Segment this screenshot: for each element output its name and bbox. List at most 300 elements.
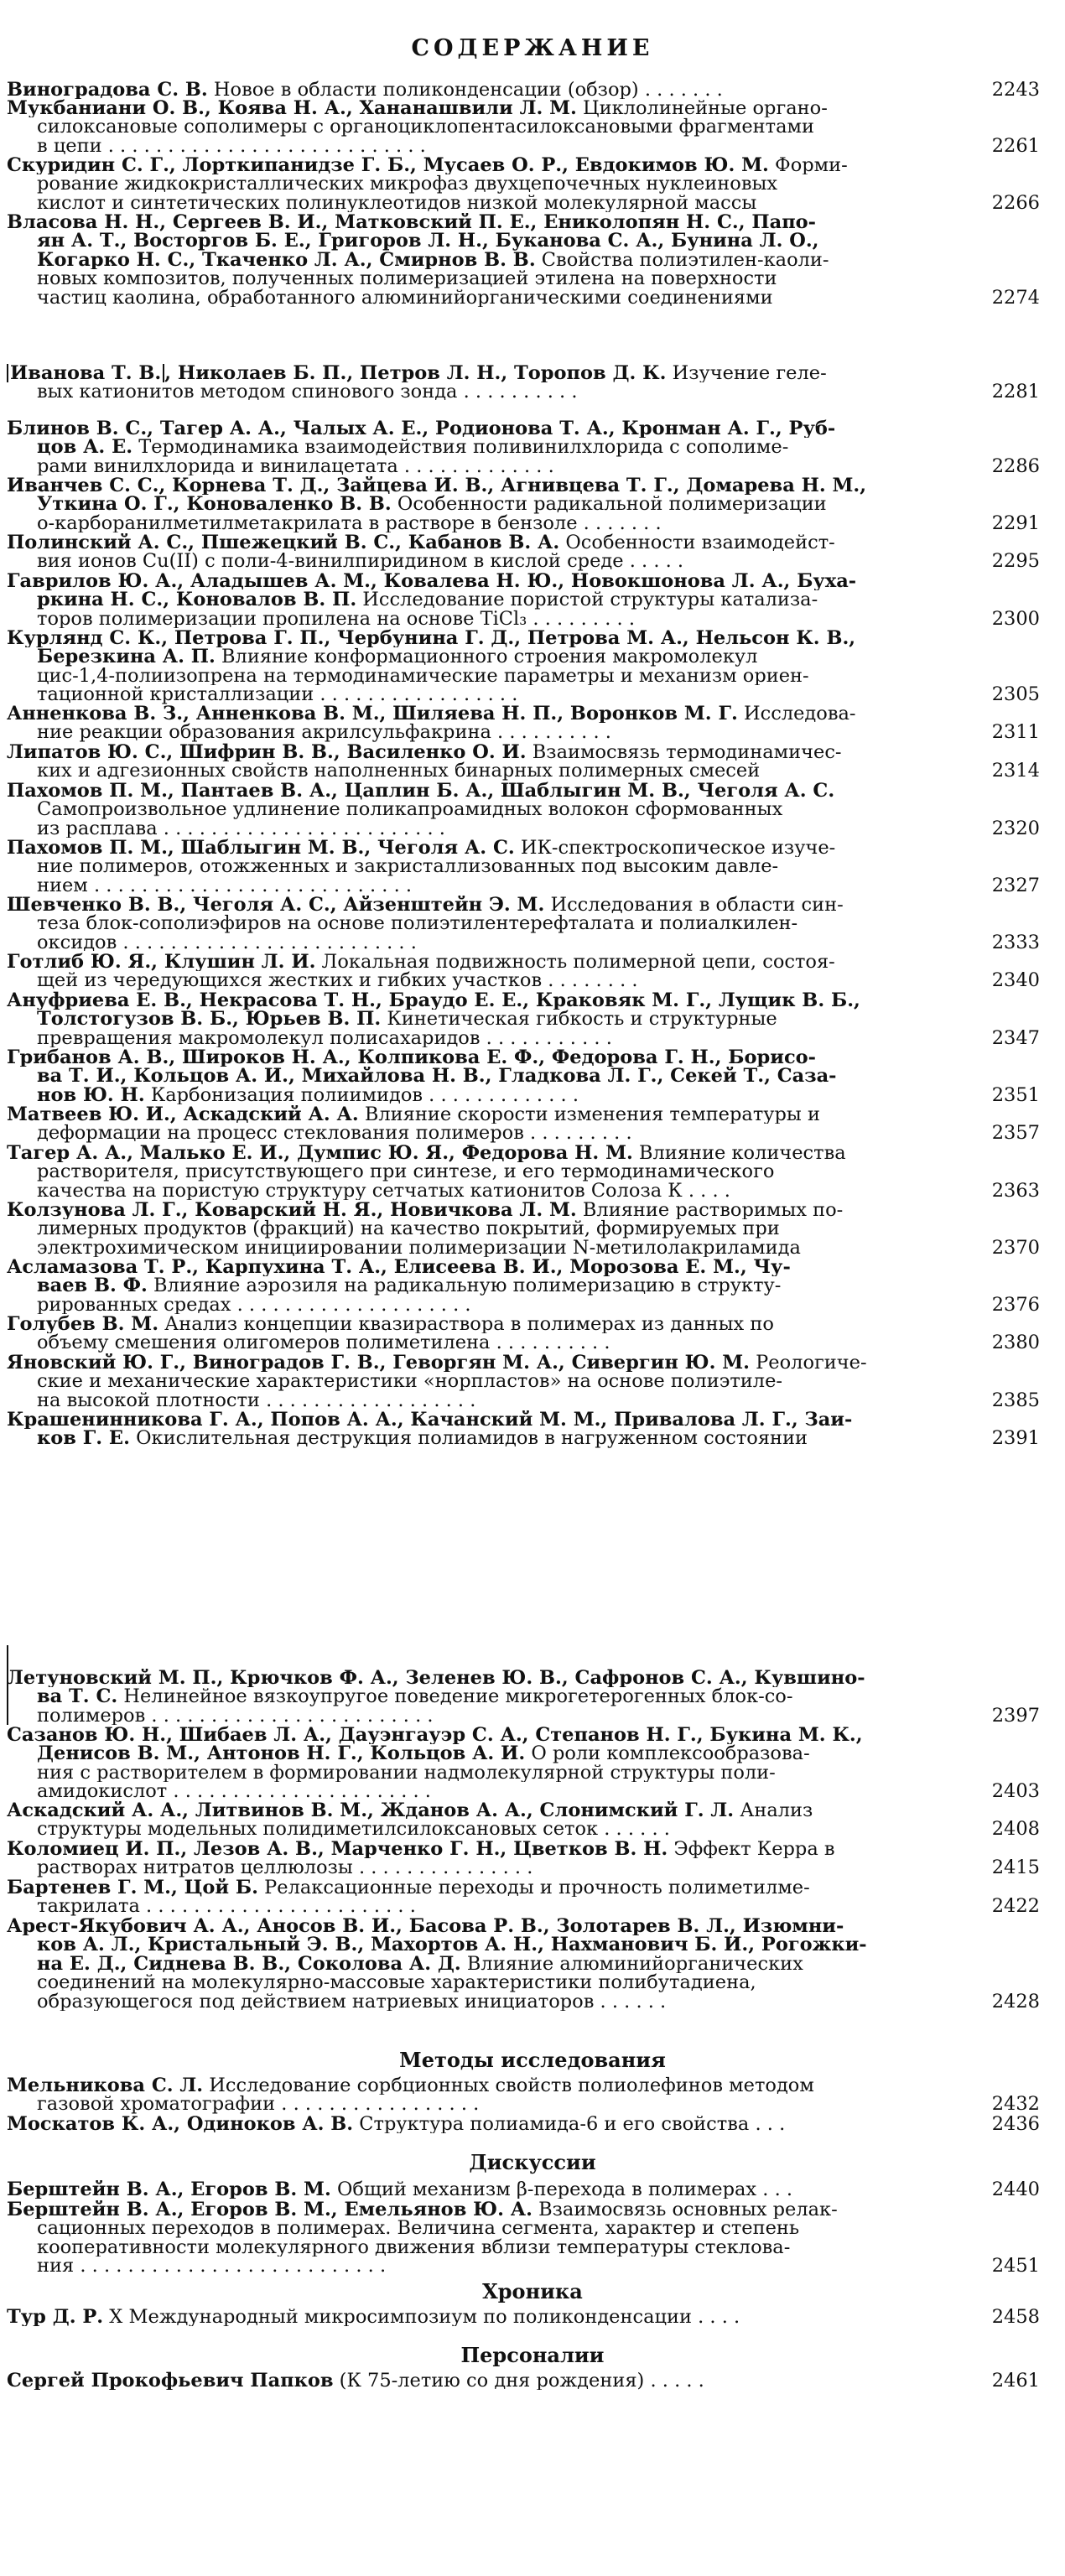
entry-title-text: тационной кристаллизации . . . . . . . . . . . . . . . . . <box>37 685 518 704</box>
contents-entry <box>7 953 1040 992</box>
entry-title-text: Взаимосвязь термодинамичес- <box>526 743 842 762</box>
entry-authors: Тур Д. Р. <box>7 2308 104 2327</box>
entry-title-text: (К 75-летию со дня рождения) . . . . . <box>333 2371 704 2391</box>
entry-line <box>7 476 958 495</box>
entry-authors: Березкина А. П. <box>37 647 216 667</box>
entry-authors: Тагер А. А., Малько Е. И., Думпис Ю. Я., Федорова Н. М. <box>7 1144 633 1163</box>
entry-title-text: торов полимеризации пропилена на основе TiCl₃ . . . . . . . . . <box>37 609 635 629</box>
entry-line <box>7 1067 958 1085</box>
entry-line <box>7 800 958 818</box>
entry-authors: Бартенев Г. М., Цой Б. <box>7 1878 258 1898</box>
entry-authors: Летуновский М. П., Крючков Ф. А., Зеленев Ю. В., Сафронов С. А., Кувшино- <box>7 1669 865 1688</box>
entry-title-text: Исследование пористой структуры катализа- <box>356 590 818 610</box>
entry-line <box>7 590 958 609</box>
entry-line <box>7 174 958 193</box>
entry-line <box>7 1353 958 1372</box>
entry-authors: Уткина О. Г., Коноваленко В. В. <box>37 495 392 514</box>
entry-authors: ян А. Т., Восторгов Б. Е., Григоров Л. Н., Буканова С. А., Бунина Л. О., <box>37 231 819 251</box>
entry-line <box>7 382 958 401</box>
entry-title-text: Изучение геле- <box>666 364 827 383</box>
entry-title-text: Локальная подвижность полимерной цепи, состоя- <box>315 953 835 972</box>
entry-title-text: кооперативности молекулярного движения вблизи температуры стеклова- <box>37 2237 791 2257</box>
entry-title-text: Влияние количества <box>632 1144 846 1163</box>
entry-line <box>7 1820 958 1838</box>
entry-page-number: 2458 <box>991 2306 1040 2328</box>
entry-title-text: вых катионитов методом спинового зонда . . . . . . . . . . <box>37 382 578 402</box>
entry-authors: Власова Н. Н., Сергеев В. И., Матковский П. Е., Ениколопян Н. С., Папо- <box>7 213 817 232</box>
entry-line <box>7 1744 958 1763</box>
entry-title-text: растворителя, присутствующего при синтезе, и его термодинамического <box>37 1162 775 1182</box>
entry-page-number: 2347 <box>991 1026 1040 1049</box>
entry-authors: Крашенинникова Г. А., Попов А. А., Качанский М. М., Привалова Л. Г., Заи- <box>7 1410 853 1430</box>
entry-line <box>7 457 958 475</box>
entry-title-text: амидокислот . . . . . . . . . . . . . . . . . . . . . . <box>37 1782 431 1801</box>
entry-page-number: 2295 <box>991 550 1040 573</box>
entry-authors: Голубев В. М. <box>7 1315 159 1334</box>
entry-line <box>7 533 958 552</box>
entry-title-text: Самопроизвольное удлинение поликапроамидных волокон сформованных <box>37 800 783 819</box>
entry-line <box>7 1010 958 1028</box>
entry-page-number: 2385 <box>991 1389 1040 1411</box>
entry-line <box>7 782 958 800</box>
entry-title-text: кислот и синтетических полинуклеотидов низкой молекулярной массы <box>37 193 757 213</box>
entry-authors: Виноградова С. В. <box>7 80 208 100</box>
entry-line <box>7 1878 958 1897</box>
entry-line <box>7 419 958 438</box>
entry-authors: Когарко Н. С., Ткаченко Л. А., Смирнов В. В. <box>37 250 536 270</box>
entry-title-text: Исследования в области син- <box>544 896 844 915</box>
entry-title-text: Окислительная деструкция полиамидов в нагруженном состоянии <box>129 1429 808 1448</box>
entry-title-text: газовой хроматографии . . . . . . . . . . . . . . . . . <box>37 2095 480 2114</box>
entry-page-number: 2300 <box>991 607 1040 630</box>
entry-page-number: 2432 <box>991 2093 1040 2116</box>
entry-title-text: рами винилхлорида и винилацетата . . . . . . . . . . . . . <box>37 456 554 476</box>
entry-title-text: оксидов . . . . . . . . . . . . . . . . . . . . . . . . . <box>37 932 417 953</box>
entry-title-text: теза блок-сополиэфиров на основе полиэтилентерефталата и полиалкилен- <box>37 914 798 933</box>
entry-page-number: 2461 <box>991 2370 1040 2392</box>
entry-authors: Денисов В. М., Антонов Н. Г., Кольцов А. И. <box>37 1744 526 1763</box>
contents-entry <box>7 1840 1040 1879</box>
entry-page-number: 2451 <box>991 2255 1040 2277</box>
entry-line <box>7 1124 958 1142</box>
entry-title-text: Влияние аэрозиля на радикальную полимеризацию в структу- <box>147 1276 782 1296</box>
contents-entry <box>7 2076 1040 2116</box>
entry-authors: нов Ю. Н. <box>37 1085 145 1105</box>
entry-line <box>7 1162 958 1181</box>
contents-entry <box>7 1048 1040 1106</box>
entry-line <box>7 2371 958 2390</box>
entry-line <box>7 251 958 269</box>
entry-line <box>7 1315 958 1333</box>
entry-title-text: Релаксационные переходы и прочность полиметилме- <box>257 1878 810 1898</box>
contents-entry <box>7 419 1040 477</box>
page-title: СОДЕРЖАНИЕ <box>411 35 654 61</box>
contents-entry <box>7 1105 1040 1145</box>
contents-entry <box>7 1917 1040 2012</box>
entry-authors: Коломиец И. П., Лезов А. В., Марченко Г. Н., Цветков В. Н. <box>7 1840 668 1859</box>
entry-authors: , Николаев Б. П., Петров Л. Н., Торопов Д. К. <box>164 364 667 383</box>
entry-title-text: Новое в области поликонденсации (обзор) . . . . . . . <box>207 80 723 100</box>
entry-title-text: Влияние растворимых по- <box>576 1201 844 1220</box>
entry-line <box>7 1086 958 1104</box>
entry-line <box>7 1858 958 1877</box>
contents-entry <box>7 2113 1040 2135</box>
entry-page-number: 2351 <box>991 1083 1040 1106</box>
contents-entry <box>7 839 1040 896</box>
entry-page-number: 2291 <box>991 512 1040 534</box>
entry-authors: Блинов В. С., Тагер А. А., Чалых А. Е., Родионова Т. А., Кронман А. Г., Руб- <box>7 419 836 439</box>
entry-authors: Скуридин С. Г., Лорткипанидзе Г. Б., Мусаев О. Р., Евдокимов Ю. М. <box>7 156 769 175</box>
section-heading-persons: Персоналии <box>460 2343 605 2367</box>
entry-line <box>7 1258 958 1276</box>
entry-title-text: Нелинейное вязкоупругое поведение микрогетерогенных блок-со- <box>117 1687 793 1706</box>
contents-entry <box>7 1669 1040 1727</box>
entry-authors: Берштейн В. А., Егоров В. М., Емельянов Ю. А. <box>7 2200 532 2220</box>
entry-line <box>7 1239 958 1257</box>
entry-page-number: 2370 <box>991 1236 1040 1259</box>
entry-line <box>7 231 958 250</box>
entry-title-text: на высокой плотности . . . . . . . . . . . . . . . . . . <box>37 1390 476 1410</box>
contents-entry <box>7 364 1040 403</box>
entry-title-text: такрилата . . . . . . . . . . . . . . . . . . . . . . . <box>37 1897 416 1916</box>
entry-line <box>7 971 958 989</box>
entry-title-text: частиц каолина, обработанного алюминийорганическими соединениями <box>37 288 773 308</box>
entry-line <box>7 667 958 685</box>
entry-title-text: Реологиче- <box>750 1353 867 1373</box>
contents-entry <box>7 2370 1040 2392</box>
contents-entry <box>7 2306 1040 2328</box>
contents-entry <box>7 704 1040 744</box>
entry-title-text: качества на пористую структуру сетчатых катионитов Солоза К . . . . <box>37 1181 730 1201</box>
contents-entry <box>7 1353 1040 1411</box>
entry-line <box>7 438 958 456</box>
entry-line <box>7 1144 958 1162</box>
entry-line <box>7 857 958 875</box>
entry-title-text: рированных средах . . . . . . . . . . . . . . . . . . . . <box>37 1295 471 1315</box>
entry-title-text: Термодинамика взаимодействия поливинилхлорида с сополиме- <box>132 438 789 457</box>
entry-line <box>7 2308 958 2326</box>
entry-line <box>7 1391 958 1410</box>
entry-authors: Арест-Якубович А. А., Аносов В. И., Басова Р. В., Золотарев В. Л., Изюмни- <box>7 1917 844 1936</box>
entry-line <box>7 2200 958 2219</box>
entry-page-number: 2415 <box>991 1857 1040 1879</box>
entry-title-text: деформации на процесс стеклования полимеров . . . . . . . . . <box>37 1124 632 1143</box>
contents-entry <box>7 213 1040 309</box>
entry-authors: Колзунова Л. Г., Коварский Н. Я., Новичкова Л. М. <box>7 1201 577 1220</box>
contents-entry <box>7 2179 1040 2200</box>
contents-entry <box>7 1258 1040 1316</box>
contents-entry <box>7 991 1040 1049</box>
entry-title-text: Структура полиамида-6 и его свойства . . . <box>353 2115 786 2134</box>
contents-entry <box>7 1726 1040 1803</box>
entry-title-text: Общий механизм β-перехода в полимерах . . . <box>330 2180 793 2199</box>
entry-authors: Мельникова С. Л. <box>7 2076 204 2096</box>
entry-authors: Мукбаниани О. В., Коява Н. А., Хананашвили Л. М. <box>7 99 577 118</box>
entry-authors: ваев В. Ф. <box>37 1276 148 1296</box>
entry-line <box>7 156 958 174</box>
entry-page-number: 2391 <box>991 1427 1040 1450</box>
entry-line <box>7 1276 958 1295</box>
entry-authors: ркина Н. С., Коновалов В. П. <box>37 590 357 610</box>
contents-entry <box>7 99 1040 157</box>
entry-line <box>7 1782 958 1800</box>
entry-line <box>7 685 958 704</box>
entry-authors: Иванчев С. С., Корнева Т. Д., Зайцева И. В., Агнивцева Т. Г., Домарева Н. М., <box>7 476 867 496</box>
entry-title-text: Свойства полиэтилен-каоли- <box>535 250 829 270</box>
entry-line <box>7 1687 958 1706</box>
contents-entry <box>7 1878 1040 1918</box>
entry-title-text: вия ионов Cu(II) с поли-4-винилпиридином в кислой среде . . . . . <box>37 552 684 571</box>
entry-authors: на Е. Д., Сиднева В. В., Соколова А. Д. <box>37 1954 461 1974</box>
entry-line <box>7 514 958 532</box>
entry-authors: Матвеев Ю. И., Аскадский А. А. <box>7 1105 359 1124</box>
entry-title-text: нием . . . . . . . . . . . . . . . . . . . . . . . . . . . <box>37 875 413 896</box>
entry-authors: Сергей Прокофьевич Папков <box>7 2371 334 2391</box>
entry-line <box>7 2219 958 2237</box>
entry-line <box>7 1955 958 1973</box>
entry-title-text: структуры модельных полидиметилсилоксановых сеток . . . . . . <box>37 1820 670 1839</box>
entry-line <box>7 647 958 666</box>
contents-entry <box>7 1201 1040 1259</box>
entry-line <box>7 495 958 513</box>
entry-title-text: Эффект Керра в <box>668 1840 835 1859</box>
entry-line <box>7 364 958 382</box>
entry-title-text: полимеров . . . . . . . . . . . . . . . . . . . . . . . . <box>37 1706 434 1726</box>
entry-page-number: 2274 <box>991 286 1040 309</box>
entry-line <box>7 1333 958 1352</box>
entry-page-number: 2327 <box>991 874 1040 896</box>
entry-title-text: Исследова- <box>737 704 856 724</box>
entry-line <box>7 876 958 895</box>
entry-line <box>7 1763 958 1782</box>
contents-entry <box>7 743 1040 782</box>
entry-line <box>7 819 958 838</box>
entry-line <box>7 552 958 570</box>
entry-line <box>7 896 958 914</box>
entry-line <box>7 953 958 971</box>
entry-line <box>7 743 958 761</box>
entry-line <box>7 1201 958 1219</box>
entry-title-text: растворах нитратов целлюлозы . . . . . . . . . . . . . . . <box>37 1858 533 1877</box>
entry-page-number: 2340 <box>991 969 1040 992</box>
entry-line <box>7 572 958 590</box>
entry-authors: ва Т. И., Кольцов А. И., Михайлова Н. В., Гладкова Л. Г., Секей Т., Саза- <box>37 1067 837 1086</box>
entry-line <box>7 137 958 155</box>
entry-line <box>7 2257 958 2275</box>
contents-entry <box>7 2200 1040 2277</box>
entry-line <box>7 704 958 723</box>
entry-authors: ков А. Л., Кристальный Э. В., Махортов А. Н., Нахманович Б. И., Рогожки- <box>37 1935 867 1955</box>
entry-authors: цов А. Е. <box>37 438 133 457</box>
entry-authors: Асламазова Т. Р., Карпухина Т. А., Елисеева В. И., Морозова Е. М., Чу- <box>7 1258 791 1277</box>
entry-page-number: 2320 <box>991 817 1040 839</box>
entry-title-text: новых композитов, полученных полимеризацией этилена на поверхности <box>37 269 777 288</box>
entry-authors: Грибанов А. В., Широков Н. А., Колпикова Е. Ф., Федорова Г. Н., Борисо- <box>7 1048 816 1067</box>
entry-title-text: Кинетическая гибкость и структурные <box>381 1010 777 1029</box>
entry-line <box>7 1219 958 1238</box>
entry-line <box>7 629 958 647</box>
entry-authors: Анненкова В. З., Анненкова В. М., Шиляева Н. П., Воронков М. Г. <box>7 704 738 724</box>
section-heading-chronicle: Хроника <box>482 2279 583 2303</box>
entry-page-number: 2428 <box>991 1990 1040 2012</box>
entry-authors: Готлиб Ю. Я., Клушин Л. И. <box>7 953 316 972</box>
entry-title-text: щей из чередующихся жестких и гибких участков . . . . . . . . <box>37 971 638 990</box>
entry-line <box>7 1182 958 1200</box>
entry-page-number: 2440 <box>991 2179 1040 2200</box>
entry-title-text: Влияние скорости изменения температуры и <box>358 1105 820 1124</box>
entry-page-number: 2333 <box>991 931 1040 953</box>
entry-authors: Яновский Ю. Г., Виноградов Г. В., Геворгян М. А., Сивергин Ю. М. <box>7 1353 750 1373</box>
entry-line <box>7 1726 958 1744</box>
entry-title-text: Особенности взаимодейст- <box>559 533 835 553</box>
entry-page-number: 2357 <box>991 1122 1040 1145</box>
entry-authors: Толстогузов В. Б., Юрьев В. П. <box>37 1010 382 1029</box>
entry-line <box>7 1669 958 1687</box>
entry-line <box>7 1048 958 1067</box>
entry-title-text: электрохимическом инициировании полимеризации N-метилолакриламида <box>37 1238 801 1258</box>
entry-line <box>7 1429 958 1447</box>
entry-line <box>7 1801 958 1820</box>
entry-page-number: 2243 <box>991 79 1040 101</box>
entry-line <box>7 2238 958 2257</box>
entry-authors: Пахомов П. М., Пантаев В. А., Цаплин Б. А., Шаблыгин М. В., Чеголя А. С. <box>7 782 835 801</box>
contents-entry <box>7 896 1040 953</box>
entry-title-text: Исследование сорбционных свойств полиолефинов методом <box>203 2076 814 2096</box>
entry-authors: Полинский А. С., Пшежецкий В. С., Кабанов В. А. <box>7 533 560 553</box>
entry-title-text: ИК-спектроскопическое изуче- <box>514 839 836 858</box>
entry-line <box>7 99 958 117</box>
entry-line <box>7 2076 958 2095</box>
entry-line <box>7 1372 958 1390</box>
entry-title-text: о-карборанилметилметакрилата в растворе в бензоле . . . . . . . <box>37 513 662 533</box>
entry-line <box>7 1897 958 1915</box>
entry-title-text: ния с растворителем в формировании надмолекулярной структуры поли- <box>37 1763 776 1783</box>
entry-line <box>7 933 958 952</box>
contents-entry <box>7 1144 1040 1202</box>
entry-title-text: ние полимеров, отожженных и закристаллизованных под высоким давле- <box>37 857 779 876</box>
entry-line <box>7 213 958 231</box>
entry-page-number: 2363 <box>991 1179 1040 1202</box>
entry-line <box>7 914 958 932</box>
entry-page-number: 2314 <box>991 760 1040 782</box>
entry-line <box>7 2115 958 2133</box>
entry-page-number: 2380 <box>991 1332 1040 1354</box>
contents-entry <box>7 1410 1040 1450</box>
contents-entry <box>7 1315 1040 1354</box>
entry-title-text: Анализ <box>734 1801 813 1820</box>
entry-title-text: Карбонизация полиимидов . . . . . . . . . . . . . <box>144 1085 579 1105</box>
entry-authors: Берштейн В. А., Егоров В. М. <box>7 2180 331 2199</box>
entry-line <box>7 991 958 1010</box>
entry-title-text: образующегося под действием натриевых инициаторов . . . . . . <box>37 1992 667 2012</box>
entry-line <box>7 1105 958 1124</box>
entry-authors: Курлянд С. К., Петрова Г. П., Чербунина Г. Д., Петрова М. А., Нельсон К. В., <box>7 629 856 648</box>
entry-line <box>7 839 958 857</box>
entry-title-text: Особенности радикальной полимеризации <box>391 495 827 514</box>
entry-page-number: 2422 <box>991 1895 1040 1918</box>
entry-line <box>7 1706 958 1725</box>
entry-page-number: 2436 <box>991 2113 1040 2135</box>
entry-line <box>7 1410 958 1429</box>
entry-line <box>7 1992 958 2011</box>
entry-title-text: цис-1,4-полиизопрена на термодинамические параметры и механизм ориен- <box>37 666 809 686</box>
entry-authors: Гаврилов Ю. А., Аладышев А. М., Ковалева Н. Ю., Новокшонова Л. А., Буха- <box>7 572 857 591</box>
entry-authors: Шевченко В. В., Чеголя А. С., Айзенштейн Э. М. <box>7 896 545 915</box>
entry-title-text: объему смешения олигомеров полиметилена . . . . . . . . . . <box>37 1333 610 1353</box>
entry-page-number: 2376 <box>991 1293 1040 1316</box>
entry-line <box>7 610 958 628</box>
contents-entry <box>7 79 1040 101</box>
entry-line <box>7 1973 958 1992</box>
entry-authors: Аскадский А. А., Литвинов В. М., Жданов А. А., Слонимский Г. Л. <box>7 1801 735 1820</box>
entry-title-text: Анализ концепции квазираствора в полимерах из данных по <box>158 1315 774 1334</box>
entry-page-number: 2408 <box>991 1818 1040 1841</box>
entry-authors: Липатов Ю. С., Шифрин В. В., Василенко О. И. <box>7 743 527 762</box>
entry-page-number: 2403 <box>991 1780 1040 1803</box>
entry-author-boxed: Иванова Т. В. <box>7 364 164 382</box>
contents-entry <box>7 533 1040 573</box>
entry-line <box>7 194 958 212</box>
entry-title-text: Циклолинейные органо- <box>576 99 828 118</box>
entry-line <box>7 761 958 780</box>
contents-entry <box>7 1801 1040 1841</box>
entry-title-text: рование жидкокристаллических микрофаз двухцепочечных нуклеиновых <box>37 174 778 194</box>
entry-title-text: ние реакции образования акрилсульфакрина . . . . . . . . . . <box>37 723 611 742</box>
entry-line <box>7 1840 958 1858</box>
entry-line <box>7 80 958 99</box>
entry-page-number: 2286 <box>991 454 1040 477</box>
entry-line <box>7 723 958 741</box>
entry-authors: ков Г. Е. <box>37 1429 130 1448</box>
entry-line <box>7 1917 958 1935</box>
entry-title-text: ния . . . . . . . . . . . . . . . . . . . . . . . . . . <box>37 2257 387 2276</box>
entry-line <box>7 1935 958 1954</box>
entry-authors: Пахомов П. М., Шаблыгин М. В., Чеголя А. С. <box>7 839 515 858</box>
entry-title-text: силоксановые сополимеры с органоциклопентасилоксановыми фрагментами <box>37 117 815 137</box>
entry-line <box>7 2095 958 2113</box>
entry-title-text: лимерных продуктов (фракций) на качество покрытий, формируемых при <box>37 1219 780 1239</box>
entry-page-number: 2266 <box>991 191 1040 214</box>
entry-title-text: О роли комплексообразова- <box>525 1744 810 1763</box>
entry-title-text: ких и адгезионных свойств наполненных бинарных полимерных смесей <box>37 761 761 781</box>
contents-entry <box>7 782 1040 839</box>
contents-entry <box>7 629 1040 706</box>
entry-title-text: превращения макромолекул полисахаридов . . . . . . . . . . . <box>37 1028 612 1048</box>
entry-page-number: 2397 <box>991 1704 1040 1727</box>
entry-line <box>7 1029 958 1047</box>
entry-page-number: 2281 <box>991 381 1040 403</box>
section-heading-methods: Методы исследования <box>399 2048 666 2072</box>
entry-title-text: в цепи . . . . . . . . . . . . . . . . . . . . . . . . . . . <box>37 136 426 156</box>
entry-line <box>7 1296 958 1314</box>
entry-title-text: X Международный микросимпозиум по поликонденсации . . . . <box>103 2308 740 2327</box>
entry-title-text: ские и механические характеристики «норпластов» на основе полиэтиле- <box>37 1372 782 1391</box>
entry-page-number: 2311 <box>991 721 1040 744</box>
contents-entry <box>7 476 1040 534</box>
entry-authors: Ануфриева Е. В., Некрасова Т. Н., Браудо Е. Е., Краковяк М. Г., Лущик В. Б., <box>7 991 860 1010</box>
entry-authors: Сазанов Ю. Н., Шибаев Л. А., Дауэнгауэр С. А., Степанов Н. Г., Букина М. К., <box>7 1726 863 1745</box>
contents-entry <box>7 572 1040 630</box>
entry-authors: Москатов К. А., Одиноков А. В. <box>7 2115 354 2134</box>
entry-title-text: Взаимосвязь основных релак- <box>532 2200 838 2220</box>
entry-line <box>7 288 958 307</box>
entry-title-text: Форми- <box>768 156 848 175</box>
entry-authors: ва Т. С. <box>37 1687 118 1706</box>
entry-page-number: 2305 <box>991 683 1040 706</box>
entry-title-text: Влияние конформационного строения макромолекул <box>215 647 758 667</box>
entry-line <box>7 117 958 136</box>
entry-title-text: сационных переходов в полимерах. Величина сегмента, характер и степень <box>37 2219 800 2238</box>
